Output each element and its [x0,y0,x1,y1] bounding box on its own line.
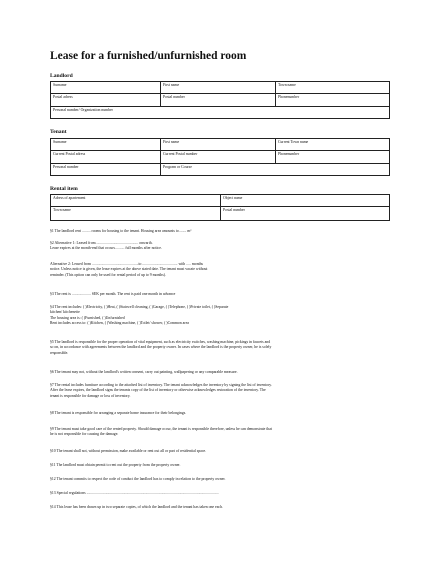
rental-postal-number-field[interactable]: Postal number [221,207,390,221]
landlord-postal-address-field[interactable]: Postal adress [51,94,161,107]
tenant-postal-number-field[interactable]: Current Postal number [161,151,276,164]
clause-14: §14 This lease has been drawn up in two separate copies, of which the landlord and the tenant has taken one each. [50,505,223,509]
clause-6: §6 The tenant may not, without the landlord's written consent, carry out painting, wallpapering or any comparable measure. [50,370,238,374]
clause-2-alternative-2: Alternative 2: Leased from .................................................to ..................................... with ..... months notice. Unless notice is given, the lease expires at the above stated date. The tenant must vacate without reminder. (This option can only be used for rental period of up to 9 months). [50,262,208,277]
landlord-table [50,81,390,119]
clause-8: §8 The tenant is responsible for arranging a separate home insurance for their belongings. [50,411,187,415]
clause-11: §11 The landlord must obtain permit to rent out the property from the property owner. [50,463,181,467]
clause-9: §9 The tenant must take good care of the rented property. Should damage occur, the tenant is responsible therefore, unless he can demonstrate that he is not responsible for causing the damage. [50,427,272,437]
clause-4: §4 The rent includes: ( )Electricity, ( )Heat, ( )Stairwell cleaning, ( )Garage, ( )Telephone, ( )Private toilet, ( )Separate kitchen/ kitchenette The housing area is: ( )Furnished, ( )Unfurnished Rent includes access to: ( )Kitchen, ( )Washing machine, ( )Toilet/ shower, ( )Common area [50,305,229,325]
rental-town-field[interactable]: Town name [51,207,221,221]
clause-13: §13 Special regulations ........................................................................................................................................... [50,491,219,495]
tenant-heading: Tenant [50,129,67,135]
tenant-first-name-field[interactable]: First name [161,139,276,151]
rental-address-field[interactable]: Adress of apartement [51,195,221,207]
rental-item-table [50,194,390,221]
clause-1: §1 The landlord rent ......... rooms for housing to the tenant. Housing area amounts to........ m² [50,229,192,233]
tenant-postal-address-field[interactable]: Current Postal adress [51,151,161,164]
landlord-town-field[interactable]: Town name [276,82,390,94]
rental-item-heading: Rental item [50,186,78,192]
landlord-first-name-field[interactable]: First name [161,82,276,94]
landlord-personal-number-field[interactable]: Personal number/ Organization number [51,107,390,119]
landlord-postal-number-field[interactable]: Postal number [161,94,276,107]
clause-2: §2 Alternative 1: Leased from ............................................ onwarth. Lease expires at the month-end that occurs.......... full months after notice. [50,241,162,251]
clause-3: §3 The rent is .................... SEK per month. The rent is paid one month in advance [50,292,176,296]
tenant-surname-field[interactable]: Surname [51,139,161,151]
clause-5: §5 The landlord is responsible for the proper operation of vital equipment, such as electricity switches, washing machine, pickings in faucets and so on, in accordance with agreements between the landlord and the property owner. In cases where the landlord is the property owner, he is solely responsible. [50,340,272,355]
tenant-town-field[interactable]: Current Town name [276,139,390,151]
document-title: Lease for a furnished/unfurnished room [50,50,247,62]
clause-7: §7 The rental includes furniture according to the attached list of inventory. The tenant acknowledges the inventory by signing the list of inventory. After the lease expires, the landlord signs the tenants copy of the list of inventory or otherwise acknowledges restoration of the inventory. The tenant is responsible for damage or loss of inventory. [50,383,272,398]
tenant-program-field[interactable]: Program or Course [161,164,390,176]
clause-12: §12 The tenant commits to respect the code of conduct the landlord has to comply in relation to the property owner. [50,477,226,481]
landlord-heading: Landlord [50,73,73,79]
clause-10: §10 The tenant shall not, without permission, make available or rent out all or part of residential space. [50,449,207,453]
rental-object-name-field[interactable]: Object name [221,195,390,207]
tenant-personal-number-field[interactable]: Personal number [51,164,161,176]
tenant-table [50,138,390,176]
landlord-surname-field[interactable]: Surname [51,82,161,94]
tenant-phone-field[interactable]: Phonenumber [276,151,390,164]
landlord-phone-field[interactable]: Phonenumber [276,94,390,107]
